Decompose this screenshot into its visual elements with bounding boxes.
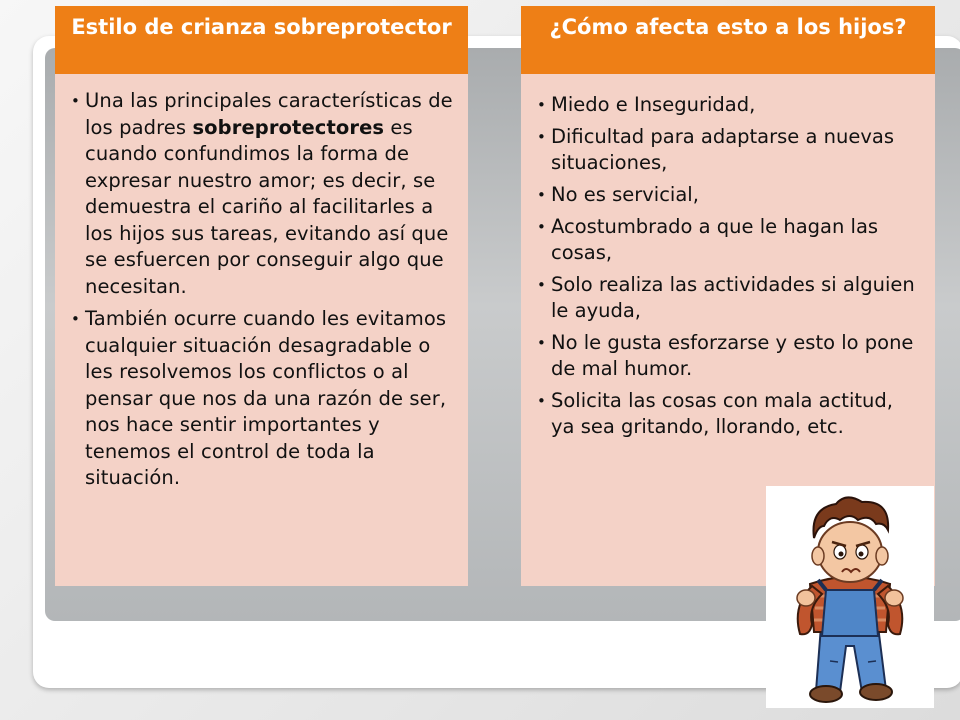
bullet-text: Una las principales características de los padres: [85, 89, 453, 139]
column-header-parenting-style: Estilo de crianza sobreprotector: [55, 6, 468, 74]
bullet-item: [63, 306, 454, 492]
bullet-item: [63, 88, 454, 300]
worried-boy-icon: [766, 486, 934, 708]
bullet-text: También ocurre cuando les evitamos cualquier situación desagradable o les resolvemos los conflictos o al pensar que nos da una razón de ser, nos hace sentir importantes y tenemos el control de toda la situación.: [85, 307, 447, 489]
bullet-item: • No le gusta esforzarse y esto lo pone de mal humor.: [529, 330, 921, 382]
bullet-item: • Acostumbrado a que le hagan las cosas,: [529, 214, 921, 266]
worried-boy-illustration: [766, 486, 934, 708]
bullet-text: es cuando confundimos la forma de expresar nuestro amor; es decir, se demuestra el cariño al facilitarles a los hijos sus tareas, evitando así que se esfuercen por conseguir algo que necesitan.: [85, 115, 449, 298]
column-parenting-style: [55, 6, 468, 586]
bullet-list-parenting-style: [63, 88, 454, 492]
bullet-item: • Miedo e Inseguridad,: [529, 92, 921, 118]
bullet-list-effects: [529, 92, 921, 440]
bullet-item: • Solo realiza las actividades si alguien le ayuda,: [529, 272, 921, 324]
bullet-item: • Dificultad para adaptarse a nuevas situaciones,: [529, 124, 921, 176]
bullet-bold-text: sobreprotectores: [192, 115, 385, 139]
bullet-item: • Solicita las cosas con mala actitud, ya sea gritando, llorando, etc.: [529, 388, 921, 440]
column-body-parenting-style: [55, 74, 468, 586]
column-header-effects: ¿Cómo afecta esto a los hijos?: [521, 6, 935, 74]
bullet-item: • No es servicial,: [529, 182, 921, 208]
